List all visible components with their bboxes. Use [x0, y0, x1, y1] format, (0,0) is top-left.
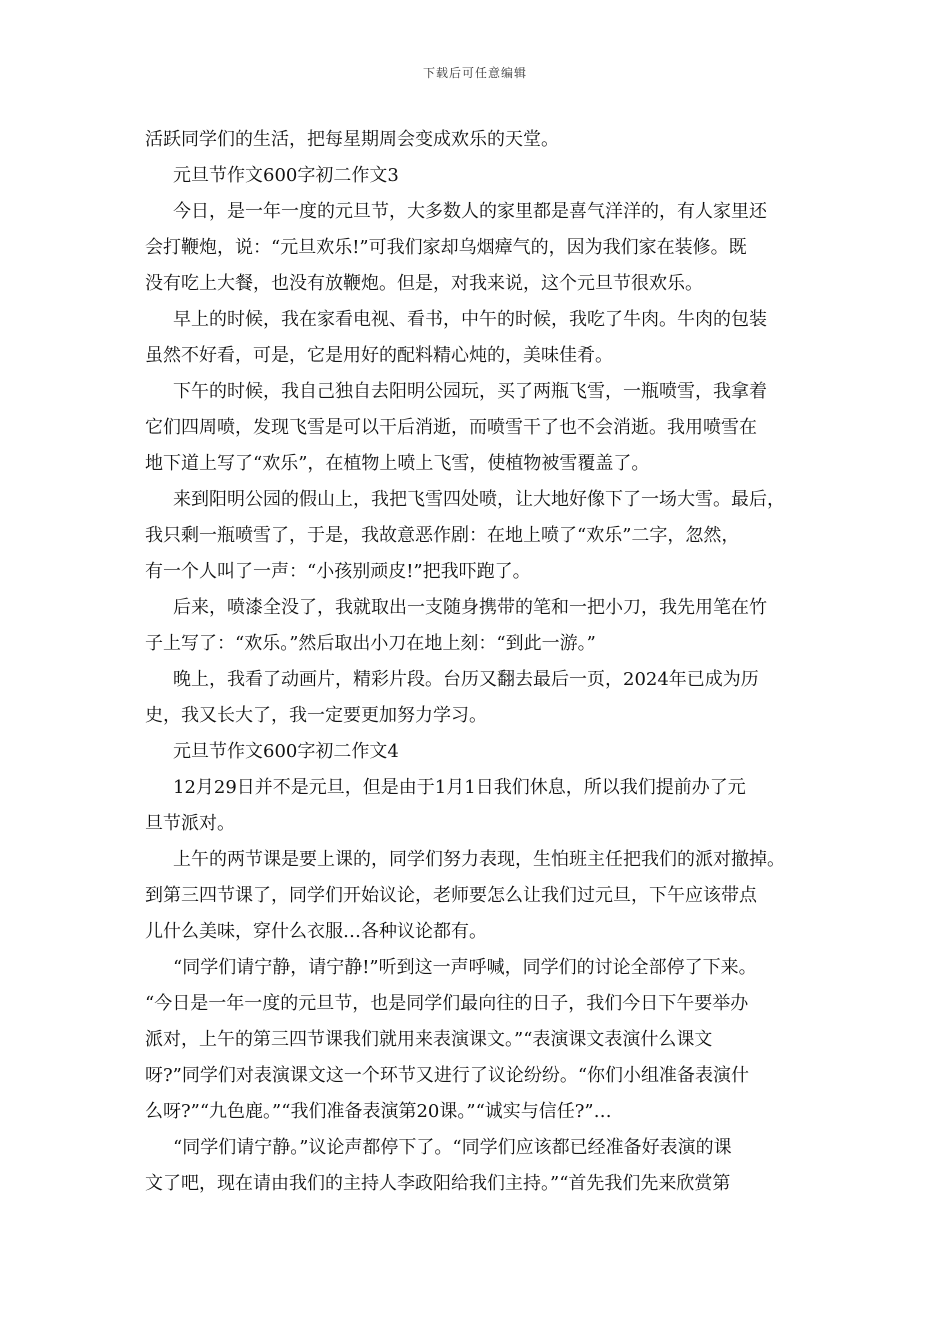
- document-body: [145, 122, 805, 1202]
- text-line: 没有吃上大餐，也没有放鞭炮。但是，对我来说，这个元旦节很欢乐。: [145, 273, 703, 294]
- text-line: 派对，上午的第三四节课我们就用来表演课文。”“表演课文表演什么课文: [145, 1029, 713, 1050]
- text-line: “同学们请宁静，请宁静!”听到这一声呼喊，同学们的讨论全部停了下来。: [173, 957, 757, 978]
- text-line: 有一个人叫了一声：“小孩别顽皮!”把我吓跑了。: [145, 561, 531, 582]
- text-line: 史，我又长大了，我一定要更加努力学习。: [145, 705, 487, 726]
- text-line: 晚上，我看了动画片，精彩片段。台历又翻去最后一页，2024年已成为历: [173, 669, 759, 690]
- text-line: 子上写了：“欢乐。”然后取出小刀在地上刻：“到此一游。”: [145, 633, 596, 654]
- text-line: 么呀?”“九色鹿。”“我们准备表演第20课。”“诚实与信任?”…: [145, 1101, 612, 1122]
- text-line: 来到阳明公园的假山上，我把飞雪四处喷，让大地好像下了一场大雪。最后，: [173, 489, 785, 510]
- text-line: 后来，喷漆全没了，我就取出一支随身携带的笔和一把小刀，我先用笔在竹: [173, 597, 767, 618]
- text-line: 早上的时候，我在家看电视、看书，中午的时候，我吃了牛肉。牛肉的包装: [173, 309, 767, 330]
- text-line: 它们四周喷，发现飞雪是可以干后消逝，而喷雪干了也不会消逝。我用喷雪在: [145, 417, 757, 438]
- text-line: 今日，是一年一度的元旦节，大多数人的家里都是喜气洋洋的，有人家里还: [173, 201, 767, 222]
- text-line: 元旦节作文600字初二作文4: [173, 741, 399, 762]
- text-line: 文了吧，现在请由我们的主持人李政阳给我们主持。”“首先我们先来欣赏第: [145, 1173, 731, 1194]
- page-header: 下载后可任意编辑: [422, 66, 527, 80]
- text-line: 地下道上写了“欢乐”，在植物上喷上飞雪，使植物被雪覆盖了。: [145, 453, 650, 474]
- text-line: 活跃同学们的生活，把每星期周会变成欢乐的天堂。: [145, 129, 559, 150]
- text-line: 12月29日并不是元旦，但是由于1月1日我们休息，所以我们提前办了元: [173, 777, 746, 798]
- text-line: 我只剩一瓶喷雪了，于是，我故意恶作剧：在地上喷了“欢乐”二字，忽然，: [145, 525, 740, 546]
- text-line: 虽然不好看，可是，它是用好的配料精心炖的，美味佳肴。: [145, 345, 613, 366]
- text-line: 旦节派对。: [145, 813, 235, 834]
- text-line: 下午的时候，我自己独自去阳明公园玩，买了两瓶飞雪，一瓶喷雪，我拿着: [173, 381, 767, 402]
- text-line: 上午的两节课是要上课的，同学们努力表现，生怕班主任把我们的派对撤掉。: [173, 849, 785, 870]
- text-line: “今日是一年一度的元旦节，也是同学们最向往的日子，我们今日下午要举办: [145, 993, 749, 1014]
- text-line: 儿什么美味，穿什么衣服…各种议论都有。: [145, 921, 487, 942]
- text-line: 元旦节作文600字初二作文3: [173, 165, 399, 186]
- text-line: “同学们请宁静。”议论声都停下了。“同学们应该都已经准备好表演的课: [173, 1137, 732, 1158]
- text-line: 会打鞭炮，说：“元旦欢乐!”可我们家却乌烟瘴气的，因为我们家在装修。既: [145, 237, 747, 258]
- text-line: 呀?”同学们对表演课文这一个环节又进行了议论纷纷。“你们小组准备表演什: [145, 1065, 750, 1086]
- text-line: 到第三四节课了，同学们开始议论，老师要怎么让我们过元旦，下午应该带点: [145, 885, 757, 906]
